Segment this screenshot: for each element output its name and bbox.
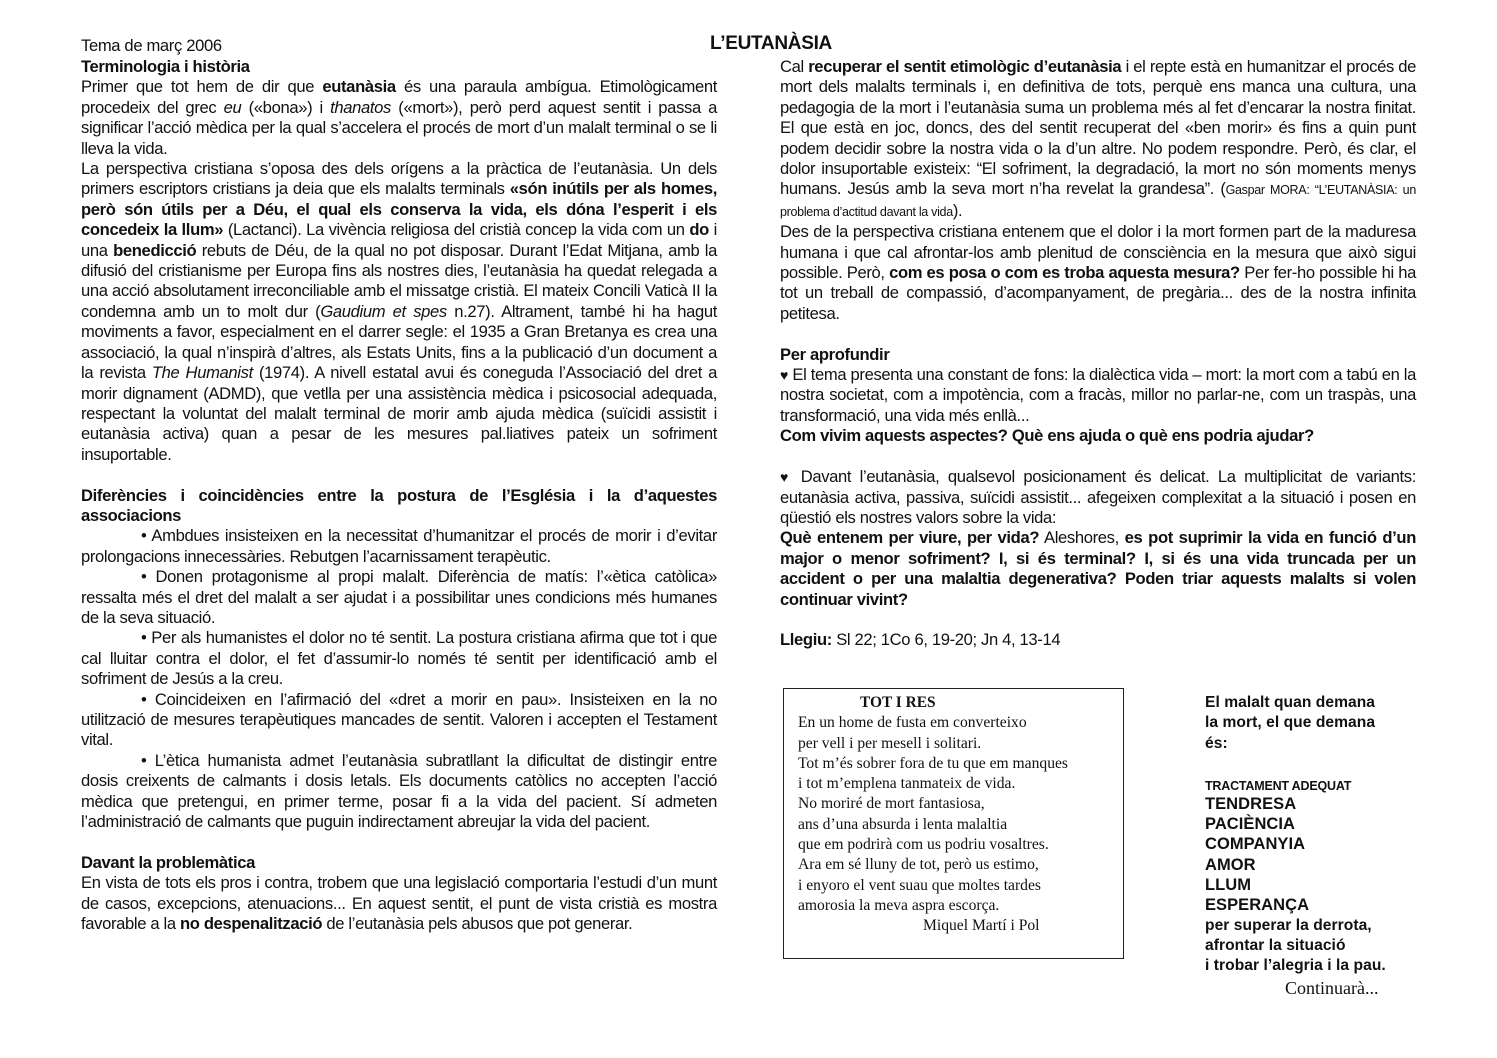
sidebar-caps-item: AMOR — [1205, 855, 1256, 874]
text-run: Per fer-ho possible hi ha tot un treball de compassió, d’acompanyament, de pregària... des de la nostra infinita petitesa. — [780, 263, 1416, 323]
bullet-item: • Donen protagonisme al propi malalt. Diferència de matís: l’«ètica catòlica» ressalta més el dret del malalt a ser ajudat i a possibilitar unes condicions més humanes de la seva situació. — [81, 567, 717, 627]
heart-icon: ♥ — [780, 469, 793, 486]
sidebar-caps-item: TENDRESA — [1205, 794, 1297, 813]
text-run: The Humanist — [151, 363, 253, 383]
paragraph-christian-view — [780, 222, 1416, 324]
sidebar-caps-item: COMPANYIA — [1205, 835, 1306, 854]
poem-box — [783, 688, 1124, 959]
text-run: de l’eutanàsia pels abusos que pot generar. — [322, 914, 633, 934]
text-run: En vista de tots els pros i contra, trobem que una legislació comportaria l’estudi d’un munt de casos, excepcions, atenuacions... En aquest sentit, el punt de vista cristià es mostra favorable a la — [81, 873, 717, 934]
text-run: ). — [952, 200, 963, 220]
poem-lines — [798, 713, 1123, 916]
text-run: i el repte està en humanitzar el procés de mort dels malalts terminals i, en definitiva de tots, perquè ens manca una cultura, una pedagogia de la mort i l’eutanàsia suma un problema més al fet d’encarar la nostra finitat. El que està en joc, doncs, des del sentit recuperat del «ben morir» és fins a quin punt podem decidir sobre la nostra vida o la d’un altre. No podem respondre. Però, és clar, el dolor insuportable existeix: “El sofriment, la degradació, la mort no són moments menys humans. Jesús amb la seva mort n’ha revelat la grandesa”. ( — [780, 57, 1417, 199]
text-run: (1974). A nivell estatal avui és coneguda l’Associació del dret a morir dignament (ADMD), que vetlla per una assistència mèdica i psicosocial adequada, respectant la voluntat del malalt terminal de morir amb ajuda mèdica (suïcidi assistit i eutanàsia activa) quan a pesar de les mesures pal.liatives pateix un sofriment insuportable. — [81, 363, 717, 464]
sidebar-closing-line: i trobar l’alegria i la pau. — [1205, 957, 1386, 975]
text-run: thanatos — [330, 97, 392, 117]
sidebar-caps-item: ESPERANÇA — [1205, 896, 1310, 915]
read-refs: Sl 22; 1Co 6, 19-20; Jn 4, 13-14 — [831, 630, 1061, 650]
paragraph-christian-perspective — [81, 159, 717, 465]
text-run: «són inútils per als homes, però són útils per a Déu, el qual els conserva la vida, els dóna l’esperit i els concedeix la llum» — [81, 179, 717, 240]
text-run: Davant l’eutanàsia, qualsevol posicionament és delicat. La multiplicitat de variants: eutanàsia activa, passiva, suïcidi assistit... afegeixen complexitat a la situació i posen en qüestió els nostres valors sobre la vida: — [780, 467, 1416, 527]
right-column — [780, 57, 1416, 651]
text-run: do — [689, 220, 709, 240]
poem-title: TOT I RES — [860, 694, 936, 711]
bullet-item: • L’ètica humanista admet l’eutanàsia subratllant la dificultat de distingir entre dosis creixents de calmants i dosis letals. Els documents catòlics no accepten l’acció mèdica que pretengui, en primer terme, posar fi a la vida del pacient. Sí admeten l’administració de calmants que puguin indirectament abreujar la vida del pacient. — [81, 750, 717, 832]
issue-date: Tema de març 2006 — [81, 36, 222, 55]
paragraph-legislation — [81, 873, 717, 934]
text-run: El tema presenta una constant de fons: la dialèctica vida – mort: la mort com a tabú en la nostra societat, com a impotència, com a fracàs, millor no parlar-ne, com un traspàs, una transformació, una vida més enllà... — [780, 365, 1416, 425]
left-column — [81, 57, 717, 934]
poem-line: Tot m’és sobrer fora de tu que em manques — [798, 754, 1068, 772]
section-heading-differences: Diferències i coincidències entre la postura de l’Església i la d’aquestes associacions — [81, 485, 717, 525]
reading-references — [780, 630, 1416, 650]
text-run: Gaspar MORA: “L’EUTANÀSIA: un problema d’actitud davant la vida — [780, 183, 1416, 219]
sidebar-intro — [1205, 693, 1435, 754]
sidebar-small-item: TRACTAMENT ADEQUAT — [1205, 778, 1352, 793]
bullet-item: • Ambdues insisteixen en la necessitat d’humanitzar el procés de morir i d’evitar prolongacions innecessàries. Rebutgen l’acarnissament terapèutic. — [81, 526, 717, 566]
text-run: rebuts de Déu, de la qual no pot disposar. Durant l’Edat Mitjana, amb la difusió del cristianisme per Europa fins als nostres dies, l’eutanàsia ha quedat relegada a una acció absolutament irreconciliable amb el missatge cristià. El mateix Concili Vaticà II la condemna amb un to molt dur ( — [81, 240, 718, 321]
text-run: Des de la perspectiva cristiana entenem que el dolor i la mort formen part de la maduresa humana i que cal afrontar-los amb plenitud de consciència en la mesura que això sigui possible. Però, — [780, 222, 1416, 283]
poem-line: que em podrirà com us podriu vosaltres. — [798, 836, 1049, 854]
poem-line: ans d’una absurda i lenta malaltia — [798, 815, 1008, 833]
poem-line: No moriré de mort fantasiosa, — [798, 795, 985, 813]
text-run: Primer que tot hem de dir que — [81, 77, 323, 97]
section-heading-terminology: Terminologia i història — [81, 57, 250, 76]
sidebar-needs — [1205, 693, 1435, 977]
text-run: Gaudium et spes — [320, 301, 447, 321]
section-heading-problematic: Davant la problemàtica — [81, 852, 255, 872]
paragraph-dialectic — [780, 365, 1416, 426]
text-run: benedicció — [113, 240, 197, 260]
bullet-item: • Coincideixen en l’afirmació del «dret a morir en pau». Insisteixen en la no utilització de mesures terapèutiques mancades de sentit. Valoren i accepten el Testament vital. — [81, 689, 717, 750]
poem-author: Miquel Martí i Pol — [923, 917, 1040, 935]
continued-label: Continuarà... — [1285, 978, 1379, 998]
question-reflection: Com vivim aquests aspectes? Què ens ajuda o què ens podria ajudar? — [780, 426, 1314, 446]
poem-line: i enyoro el vent suau que moltes tardes — [798, 876, 1041, 894]
text-run: i una — [81, 220, 717, 260]
sidebar-caps-item: LLUM — [1205, 876, 1252, 895]
text-run: La perspectiva cristiana s’oposa des dels orígens a la pràctica de l’eutanàsia. Un dels primers escriptors cristians ja deia que els malalts terminals — [81, 159, 717, 199]
poem-line: amorosia la meva aspra escorça. — [798, 896, 1000, 914]
text-run: no despenalització — [180, 914, 323, 934]
bullet-item: • Per als humanistes el dolor no té sentit. La postura cristiana afirma que tot i que cal lluitar contra el dolor, el fet d’assumir-lo només té sentit per identificació amb el sofriment de Jesús a la creu. — [81, 628, 717, 689]
text-run: Aleshores, — [1039, 528, 1125, 548]
text-run: és una paraula ambígua. Etimològicament procedeix del grec — [81, 77, 718, 117]
paragraph-questions — [780, 528, 1416, 610]
paragraph-positions — [780, 467, 1416, 528]
paragraph-recover-meaning — [780, 57, 1416, 222]
heart-icon: ♥ — [780, 367, 789, 384]
read-label: Llegiu: — [780, 630, 832, 650]
text-run: recuperar el sentit etimològic d’eutanàsia — [808, 57, 1122, 76]
poem-line: En un home de fusta em converteixo — [798, 714, 1027, 732]
poem-line: i tot m’emplena tanmateix de vida. — [798, 775, 1016, 793]
text-run: (Lactanci). La vivència religiosa del cristià concep la vida com un — [223, 220, 690, 240]
text-run: com es posa o com es troba aquesta mesura? — [889, 263, 1240, 283]
page-title: L’EUTANÀSIA — [710, 33, 832, 54]
text-run: eutanàsia — [322, 77, 396, 97]
text-run: («bona») i — [241, 97, 331, 117]
text-run: es pot suprimir la vida en funció d’un major o menor sofriment? I, si és terminal? I, si és una vida truncada per un accident o per una malaltia degenerativa? Poden triar aquests malalts si volen continuar vivint? — [780, 528, 1416, 609]
text-run: Cal — [780, 57, 809, 76]
paragraph-terminology — [81, 77, 717, 159]
text-run: («mort»), però perd aquest sentit i passa a significar l’acció mèdica per la qual s’accelera el procés de mort d’un malalt terminal o se li lleva la vida. — [81, 97, 717, 158]
section-heading-deepen: Per aprofundir — [780, 344, 890, 364]
text-run: n.27). Altrament, també hi ha hagut moviments a favor, especialment en el darrer segle: el 1935 a Gran Bretanya es crea una associació, la qual n’inspirà d’altres, als Estats Units, fins a la publicació d’un document a la revista — [81, 301, 717, 383]
poem-line: Ara em sé lluny de tot, però us estimo, — [798, 856, 1039, 874]
sidebar-closing-line: afrontar la situació — [1205, 936, 1346, 954]
text-run: eu — [223, 97, 242, 117]
poem-line: per vell i per mesell i solitari. — [798, 734, 982, 752]
sidebar-closing-line: per superar la derrota, — [1205, 916, 1372, 934]
sidebar-caps-item: PACIÈNCIA — [1205, 815, 1295, 834]
sidebar-intro-line: és: — [1205, 734, 1228, 752]
sidebar-intro-line: la mort, el que demana — [1205, 714, 1376, 732]
text-run: Què entenem per viure, per vida? — [780, 528, 1040, 548]
sidebar-intro-line: El malalt quan demana — [1205, 694, 1376, 711]
